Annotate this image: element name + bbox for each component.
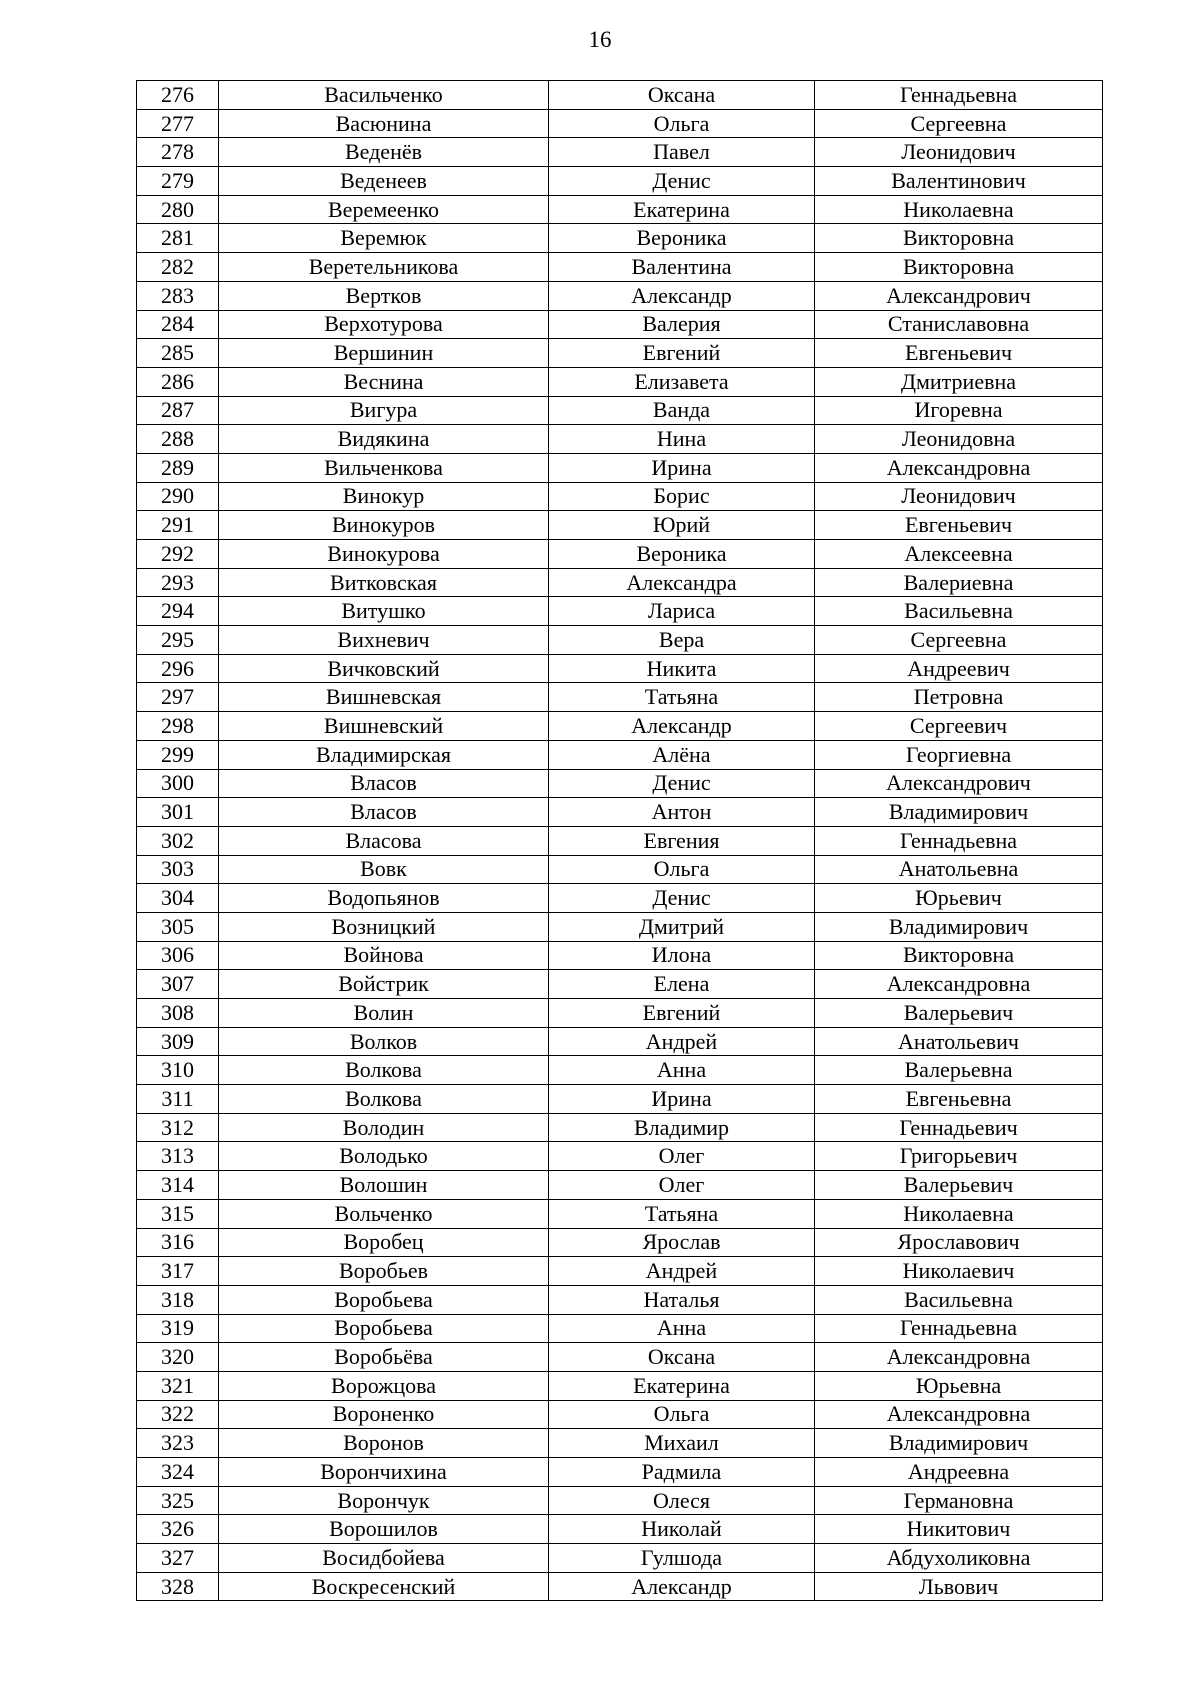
patronymic-cell: Александровна [815, 1400, 1103, 1429]
surname-cell: Винокуров [219, 511, 549, 540]
surname-cell: Власов [219, 798, 549, 827]
patronymic-cell: Сергеевич [815, 712, 1103, 741]
row-number: 306 [137, 941, 219, 970]
first-name-cell: Татьяна [549, 683, 815, 712]
table-row [137, 970, 1103, 999]
row-number: 280 [137, 195, 219, 224]
surname-cell: Вовк [219, 855, 549, 884]
patronymic-cell: Васильевна [815, 1285, 1103, 1314]
surname-cell: Васильченко [219, 81, 549, 110]
first-name-cell: Александр [549, 712, 815, 741]
surname-cell: Водопьянов [219, 884, 549, 913]
surname-cell: Вишневский [219, 712, 549, 741]
table-row [137, 281, 1103, 310]
patronymic-cell: Абдухоликовна [815, 1544, 1103, 1573]
surname-cell: Вишневская [219, 683, 549, 712]
row-number: 319 [137, 1314, 219, 1343]
row-number: 283 [137, 281, 219, 310]
surname-cell: Винокурова [219, 540, 549, 569]
surname-cell: Вершинин [219, 339, 549, 368]
row-number: 304 [137, 884, 219, 913]
patronymic-cell: Евгеньевич [815, 511, 1103, 540]
first-name-cell: Денис [549, 769, 815, 798]
table-row [137, 253, 1103, 282]
first-name-cell: Елизавета [549, 367, 815, 396]
patronymic-cell: Евгеньевич [815, 339, 1103, 368]
patronymic-cell: Дмитриевна [815, 367, 1103, 396]
first-name-cell: Радмила [549, 1458, 815, 1487]
row-number: 277 [137, 109, 219, 138]
row-number: 288 [137, 425, 219, 454]
row-number: 327 [137, 1544, 219, 1573]
surname-cell: Веремюк [219, 224, 549, 253]
surname-cell: Веремеенко [219, 195, 549, 224]
row-number: 278 [137, 138, 219, 167]
surname-cell: Волин [219, 999, 549, 1028]
row-number: 293 [137, 568, 219, 597]
row-number: 297 [137, 683, 219, 712]
row-number: 279 [137, 167, 219, 196]
row-number: 299 [137, 740, 219, 769]
first-name-cell: Ольга [549, 109, 815, 138]
patronymic-cell: Ярославович [815, 1228, 1103, 1257]
first-name-cell: Екатерина [549, 1371, 815, 1400]
surname-cell: Витушко [219, 597, 549, 626]
row-number: 285 [137, 339, 219, 368]
first-name-cell: Екатерина [549, 195, 815, 224]
table-row [137, 425, 1103, 454]
row-number: 302 [137, 826, 219, 855]
row-number: 320 [137, 1343, 219, 1372]
first-name-cell: Михаил [549, 1429, 815, 1458]
row-number: 322 [137, 1400, 219, 1429]
table-row [137, 1400, 1103, 1429]
first-name-cell: Ольга [549, 1400, 815, 1429]
table-row [137, 1113, 1103, 1142]
row-number: 298 [137, 712, 219, 741]
table-row [137, 855, 1103, 884]
patronymic-cell: Александровна [815, 1343, 1103, 1372]
first-name-cell: Павел [549, 138, 815, 167]
row-number: 311 [137, 1085, 219, 1114]
first-name-cell: Александр [549, 281, 815, 310]
surname-cell: Видякина [219, 425, 549, 454]
first-name-cell: Анна [549, 1056, 815, 1085]
first-name-cell: Илона [549, 941, 815, 970]
table-row [137, 1343, 1103, 1372]
table-row [137, 826, 1103, 855]
first-name-cell: Ирина [549, 1085, 815, 1114]
patronymic-cell: Станиславовна [815, 310, 1103, 339]
first-name-cell: Денис [549, 167, 815, 196]
patronymic-cell: Сергеевна [815, 626, 1103, 655]
patronymic-cell: Валерьевич [815, 1171, 1103, 1200]
first-name-cell: Наталья [549, 1285, 815, 1314]
row-number: 276 [137, 81, 219, 110]
surname-cell: Володько [219, 1142, 549, 1171]
patronymic-cell: Сергеевна [815, 109, 1103, 138]
first-name-cell: Татьяна [549, 1199, 815, 1228]
table-row [137, 1314, 1103, 1343]
row-number: 326 [137, 1515, 219, 1544]
table-row [137, 1458, 1103, 1487]
patronymic-cell: Геннадьевич [815, 1113, 1103, 1142]
first-name-cell: Евгения [549, 826, 815, 855]
patronymic-cell: Владимирович [815, 798, 1103, 827]
table-row [137, 482, 1103, 511]
patronymic-cell: Николаевна [815, 195, 1103, 224]
first-name-cell: Денис [549, 884, 815, 913]
roster-body [137, 81, 1103, 1601]
surname-cell: Вичковский [219, 654, 549, 683]
surname-cell: Власов [219, 769, 549, 798]
surname-cell: Войнова [219, 941, 549, 970]
patronymic-cell: Валерьевич [815, 999, 1103, 1028]
row-number: 324 [137, 1458, 219, 1487]
table-row [137, 597, 1103, 626]
patronymic-cell: Леонидович [815, 138, 1103, 167]
table-row [137, 81, 1103, 110]
surname-cell: Вольченко [219, 1199, 549, 1228]
row-number: 313 [137, 1142, 219, 1171]
patronymic-cell: Викторовна [815, 253, 1103, 282]
row-number: 323 [137, 1429, 219, 1458]
table-row [137, 367, 1103, 396]
table-row [137, 195, 1103, 224]
row-number: 281 [137, 224, 219, 253]
row-number: 296 [137, 654, 219, 683]
surname-cell: Воробьева [219, 1314, 549, 1343]
table-row [137, 396, 1103, 425]
table-row [137, 941, 1103, 970]
table-row [137, 167, 1103, 196]
table-row [137, 224, 1103, 253]
table-row [137, 1515, 1103, 1544]
first-name-cell: Валерия [549, 310, 815, 339]
surname-cell: Воробьёва [219, 1343, 549, 1372]
row-number: 305 [137, 912, 219, 941]
first-name-cell: Андрей [549, 1027, 815, 1056]
table-row [137, 1199, 1103, 1228]
row-number: 308 [137, 999, 219, 1028]
surname-cell: Ворошилов [219, 1515, 549, 1544]
patronymic-cell: Никитович [815, 1515, 1103, 1544]
row-number: 307 [137, 970, 219, 999]
table-row [137, 1544, 1103, 1573]
patronymic-cell: Львович [815, 1572, 1103, 1601]
first-name-cell: Ярослав [549, 1228, 815, 1257]
surname-cell: Ворончихина [219, 1458, 549, 1487]
first-name-cell: Олег [549, 1171, 815, 1200]
surname-cell: Воробец [219, 1228, 549, 1257]
first-name-cell: Лариса [549, 597, 815, 626]
table-row [137, 712, 1103, 741]
table-row [137, 310, 1103, 339]
row-number: 294 [137, 597, 219, 626]
table-row [137, 740, 1103, 769]
table-row [137, 769, 1103, 798]
table-row [137, 1056, 1103, 1085]
table-row [137, 912, 1103, 941]
surname-cell: Возницкий [219, 912, 549, 941]
row-number: 295 [137, 626, 219, 655]
row-number: 291 [137, 511, 219, 540]
surname-cell: Воскресенский [219, 1572, 549, 1601]
surname-cell: Веснина [219, 367, 549, 396]
table-row [137, 1027, 1103, 1056]
row-number: 312 [137, 1113, 219, 1142]
patronymic-cell: Геннадьевна [815, 81, 1103, 110]
surname-cell: Воробьева [219, 1285, 549, 1314]
surname-cell: Вороненко [219, 1400, 549, 1429]
first-name-cell: Владимир [549, 1113, 815, 1142]
first-name-cell: Вероника [549, 540, 815, 569]
table-row [137, 884, 1103, 913]
surname-cell: Волков [219, 1027, 549, 1056]
table-row [137, 798, 1103, 827]
first-name-cell: Антон [549, 798, 815, 827]
table-row [137, 453, 1103, 482]
first-name-cell: Нина [549, 425, 815, 454]
patronymic-cell: Александровна [815, 453, 1103, 482]
table-row [137, 683, 1103, 712]
surname-cell: Ворожцова [219, 1371, 549, 1400]
table-row [137, 339, 1103, 368]
first-name-cell: Никита [549, 654, 815, 683]
table-row [137, 1171, 1103, 1200]
surname-cell: Володин [219, 1113, 549, 1142]
patronymic-cell: Юрьевич [815, 884, 1103, 913]
first-name-cell: Евгений [549, 999, 815, 1028]
table-row [137, 1285, 1103, 1314]
row-number: 314 [137, 1171, 219, 1200]
patronymic-cell: Владимирович [815, 1429, 1103, 1458]
first-name-cell: Олеся [549, 1486, 815, 1515]
surname-cell: Воронов [219, 1429, 549, 1458]
row-number: 318 [137, 1285, 219, 1314]
row-number: 286 [137, 367, 219, 396]
first-name-cell: Ирина [549, 453, 815, 482]
table-row [137, 1572, 1103, 1601]
first-name-cell: Юрий [549, 511, 815, 540]
first-name-cell: Гулшода [549, 1544, 815, 1573]
first-name-cell: Вероника [549, 224, 815, 253]
patronymic-cell: Петровна [815, 683, 1103, 712]
first-name-cell: Борис [549, 482, 815, 511]
table-row [137, 1486, 1103, 1515]
row-number: 282 [137, 253, 219, 282]
row-number: 303 [137, 855, 219, 884]
table-row [137, 138, 1103, 167]
table-row [137, 511, 1103, 540]
table-row [137, 568, 1103, 597]
patronymic-cell: Николаевич [815, 1257, 1103, 1286]
surname-cell: Волкова [219, 1085, 549, 1114]
surname-cell: Волошин [219, 1171, 549, 1200]
row-number: 328 [137, 1572, 219, 1601]
surname-cell: Веденёв [219, 138, 549, 167]
patronymic-cell: Алексеевна [815, 540, 1103, 569]
table-row [137, 109, 1103, 138]
patronymic-cell: Евгеньевна [815, 1085, 1103, 1114]
patronymic-cell: Викторовна [815, 941, 1103, 970]
surname-cell: Вигура [219, 396, 549, 425]
table-row [137, 1142, 1103, 1171]
surname-cell: Войстрик [219, 970, 549, 999]
table-row [137, 999, 1103, 1028]
patronymic-cell: Анатольевич [815, 1027, 1103, 1056]
surname-cell: Вильченкова [219, 453, 549, 482]
patronymic-cell: Николаевна [815, 1199, 1103, 1228]
patronymic-cell: Андреевич [815, 654, 1103, 683]
surname-cell: Власова [219, 826, 549, 855]
first-name-cell: Ванда [549, 396, 815, 425]
surname-cell: Винокур [219, 482, 549, 511]
surname-cell: Владимирская [219, 740, 549, 769]
table-row [137, 1085, 1103, 1114]
first-name-cell: Александра [549, 568, 815, 597]
patronymic-cell: Валериевна [815, 568, 1103, 597]
surname-cell: Верхотурова [219, 310, 549, 339]
row-number: 301 [137, 798, 219, 827]
surname-cell: Васюнина [219, 109, 549, 138]
first-name-cell: Ольга [549, 855, 815, 884]
table-row [137, 1371, 1103, 1400]
patronymic-cell: Леонидович [815, 482, 1103, 511]
patronymic-cell: Валерьевна [815, 1056, 1103, 1085]
table-row [137, 540, 1103, 569]
surname-cell: Ворончук [219, 1486, 549, 1515]
row-number: 284 [137, 310, 219, 339]
surname-cell: Восидбойева [219, 1544, 549, 1573]
surname-cell: Веретельникова [219, 253, 549, 282]
first-name-cell: Евгений [549, 339, 815, 368]
surname-cell: Воробьев [219, 1257, 549, 1286]
patronymic-cell: Андреевна [815, 1458, 1103, 1487]
patronymic-cell: Викторовна [815, 224, 1103, 253]
surname-cell: Веденеев [219, 167, 549, 196]
patronymic-cell: Александрович [815, 769, 1103, 798]
row-number: 315 [137, 1199, 219, 1228]
first-name-cell: Оксана [549, 1343, 815, 1372]
table-row [137, 626, 1103, 655]
first-name-cell: Александр [549, 1572, 815, 1601]
roster-table [136, 80, 1103, 1601]
first-name-cell: Вера [549, 626, 815, 655]
patronymic-cell: Александрович [815, 281, 1103, 310]
first-name-cell: Дмитрий [549, 912, 815, 941]
first-name-cell: Олег [549, 1142, 815, 1171]
patronymic-cell: Анатольевна [815, 855, 1103, 884]
surname-cell: Волкова [219, 1056, 549, 1085]
row-number: 300 [137, 769, 219, 798]
surname-cell: Вихневич [219, 626, 549, 655]
table-row [137, 1429, 1103, 1458]
page-number: 16 [588, 27, 612, 52]
row-number: 290 [137, 482, 219, 511]
table-row [137, 1228, 1103, 1257]
patronymic-cell: Валентинович [815, 167, 1103, 196]
row-number: 309 [137, 1027, 219, 1056]
row-number: 289 [137, 453, 219, 482]
first-name-cell: Анна [549, 1314, 815, 1343]
first-name-cell: Оксана [549, 81, 815, 110]
patronymic-cell: Александровна [815, 970, 1103, 999]
row-number: 317 [137, 1257, 219, 1286]
patronymic-cell: Владимирович [815, 912, 1103, 941]
patronymic-cell: Геннадьевна [815, 1314, 1103, 1343]
first-name-cell: Андрей [549, 1257, 815, 1286]
row-number: 321 [137, 1371, 219, 1400]
surname-cell: Вертков [219, 281, 549, 310]
row-number: 310 [137, 1056, 219, 1085]
patronymic-cell: Георгиевна [815, 740, 1103, 769]
first-name-cell: Николай [549, 1515, 815, 1544]
row-number: 287 [137, 396, 219, 425]
row-number: 316 [137, 1228, 219, 1257]
patronymic-cell: Григорьевич [815, 1142, 1103, 1171]
patronymic-cell: Юрьевна [815, 1371, 1103, 1400]
patronymic-cell: Васильевна [815, 597, 1103, 626]
patronymic-cell: Германовна [815, 1486, 1103, 1515]
patronymic-cell: Леонидовна [815, 425, 1103, 454]
patronymic-cell: Игоревна [815, 396, 1103, 425]
patronymic-cell: Геннадьевна [815, 826, 1103, 855]
first-name-cell: Валентина [549, 253, 815, 282]
first-name-cell: Алёна [549, 740, 815, 769]
surname-cell: Витковская [219, 568, 549, 597]
table-row [137, 1257, 1103, 1286]
table-row [137, 654, 1103, 683]
row-number: 292 [137, 540, 219, 569]
first-name-cell: Елена [549, 970, 815, 999]
row-number: 325 [137, 1486, 219, 1515]
